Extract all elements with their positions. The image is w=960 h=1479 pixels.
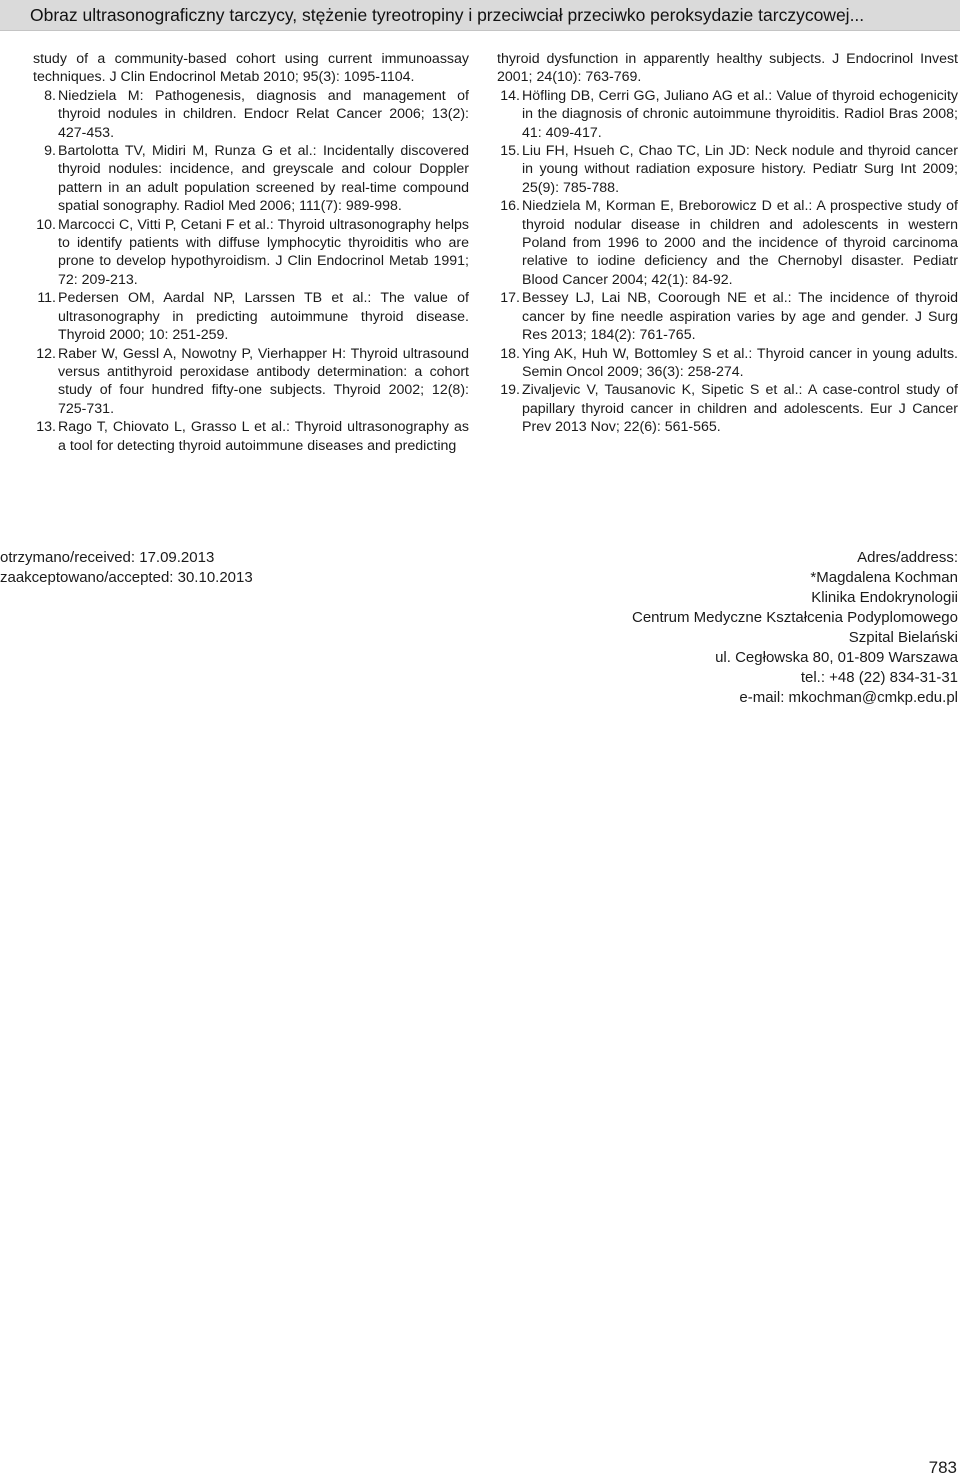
article-dates <box>0 548 253 588</box>
reference-number: 16. <box>500 198 520 215</box>
accepted-date: zaakceptowano/accepted: 30.10.2013 <box>0 569 253 586</box>
reference-text: Ying AK, Huh W, Bottomley S et al.: Thyroid cancer in young adults. Semin Oncol 2009; 36(3): 258-274. <box>522 345 958 380</box>
references-column-right <box>497 50 958 437</box>
email-address: e-mail: mkochman@cmkp.edu.pl <box>739 689 958 706</box>
reference-continuation: study of a community-based cohort using current immunoassay techniques. J Clin Endocrinol Metab 2010; 95(3): 1095-1104. <box>33 51 469 86</box>
reference-number: 13. <box>36 419 56 436</box>
page-number: 783 <box>928 1458 957 1477</box>
reference-item <box>497 289 958 344</box>
author-name: *Magdalena Kochman <box>810 569 958 586</box>
reference-continuation: thyroid dysfunction in apparently healthy subjects. J Endocrinol Invest 2001; 24(10): 763-769. <box>497 51 958 86</box>
reference-text: Rago T, Chiovato L, Grasso L et al.: Thyroid ultrasonography as a tool for detecting thyroid autoimmune diseases and predicting <box>58 419 469 454</box>
reference-text: Höfling DB, Cerri GG, Juliano AG et al.: Value of thyroid echogenicity in the diagnosis of chronic autoimmune thyroiditis. Radiol Bras 2008; 41: 409-417. <box>522 87 958 141</box>
reference-item <box>33 142 469 216</box>
reference-text: Raber W, Gessl A, Nowotny P, Vierhapper H: Thyroid ultrasound versus antithyroid peroxidase antibody determination: a cohort study of four hundred fifty-one subjects. Thyroid 2002; 12(8): 725-731. <box>58 345 469 417</box>
reference-text: Bartolotta TV, Midiri M, Runza G et al.: Incidentally discovered thyroid nodules: incidence, and greyscale and colour Doppler pattern in an adult population screened by real-time compound spatial sonography. Radiol Med 2006; 111(7): 989-998. <box>58 143 469 215</box>
reference-item <box>33 216 469 290</box>
running-header-title: Obraz ultrasonograficzny tarczycy, stężenie tyreotropiny i przeciwciał przeciwko peroksydazie tarczycowej... <box>30 5 865 25</box>
reference-number: 12. <box>36 345 56 362</box>
address-label: Adres/address: <box>857 549 958 566</box>
references-column-left <box>33 50 469 455</box>
reference-number: 15. <box>500 143 520 160</box>
hospital-name: Szpital Bielański <box>848 629 958 646</box>
correspondence-address <box>632 548 958 708</box>
reference-item <box>33 418 469 455</box>
received-date: otrzymano/received: 17.09.2013 <box>0 549 215 566</box>
reference-item <box>33 345 469 419</box>
reference-item <box>497 197 958 289</box>
clinic-name: Klinika Endokrynologii <box>811 589 958 606</box>
reference-text: Liu FH, Hsueh C, Chao TC, Lin JD: Neck nodule and thyroid cancer in young without radiation exposure history. Pediatr Surg Int 2009; 25(9): 785-788. <box>522 143 958 196</box>
reference-number: 11. <box>37 290 56 307</box>
center-name: Centrum Medyczne Kształcenia Podyplomowego <box>632 609 958 626</box>
reference-item <box>33 87 469 142</box>
reference-item <box>33 289 469 344</box>
reference-text: Zivaljevic V, Tausanovic K, Sipetic S et al.: A case-control study of papillary thyroid cancer in children and adolescents. Eur J Cancer Prev 2013 Nov; 22(6): 561-565. <box>522 382 958 436</box>
street-address: ul. Cegłowska 80, 01-809 Warszawa <box>715 649 958 666</box>
reference-item <box>497 142 958 197</box>
reference-item <box>497 381 958 436</box>
reference-text: Niedziela M: Pathogenesis, diagnosis and management of thyroid nodules in children. Endocr Relat Cancer 2006; 13(2): 427-453. <box>58 87 469 141</box>
reference-item <box>497 87 958 142</box>
running-header <box>0 0 960 31</box>
reference-number: 10. <box>36 216 56 233</box>
phone-number: tel.: +48 (22) 834-31-31 <box>800 669 958 686</box>
reference-item <box>497 345 958 382</box>
reference-number: 14. <box>500 87 520 104</box>
reference-text: Marcocci C, Vitti P, Cetani F et al.: Thyroid ultrasonography helps to identify patients with diffuse lymphocytic thyroiditis who are prone to develop hypothyroidism. J Clin Endocrinol Metab 1991; 72: 209-213. <box>58 216 469 288</box>
reference-number: 9. <box>44 143 56 160</box>
reference-number: 19. <box>500 382 520 399</box>
reference-number: 8. <box>44 87 56 104</box>
reference-number: 18. <box>500 345 520 362</box>
reference-text: Niedziela M, Korman E, Breborowicz D et al.: A prospective study of thyroid nodular disease in children and adolescents in western Poland from 1996 to 2000 and the incidence of thyroid carcinoma relative to iodine deficiency and the Chernobyl disaster. Pediatr Blood Cancer 2004; 42(1): 84-92. <box>522 198 958 288</box>
reference-text: Bessey LJ, Lai NB, Coorough NE et al.: The incidence of thyroid cancer by fine needle aspiration varies by age and gender. J Surg Res 2013; 184(2): 761-765. <box>522 290 958 344</box>
reference-number: 17. <box>500 290 520 307</box>
reference-text: Pedersen OM, Aardal NP, Larssen TB et al.: The value of ultrasonography in predicting autoimmune thyroid disease. Thyroid 2000; 10: 251-259. <box>58 290 469 344</box>
